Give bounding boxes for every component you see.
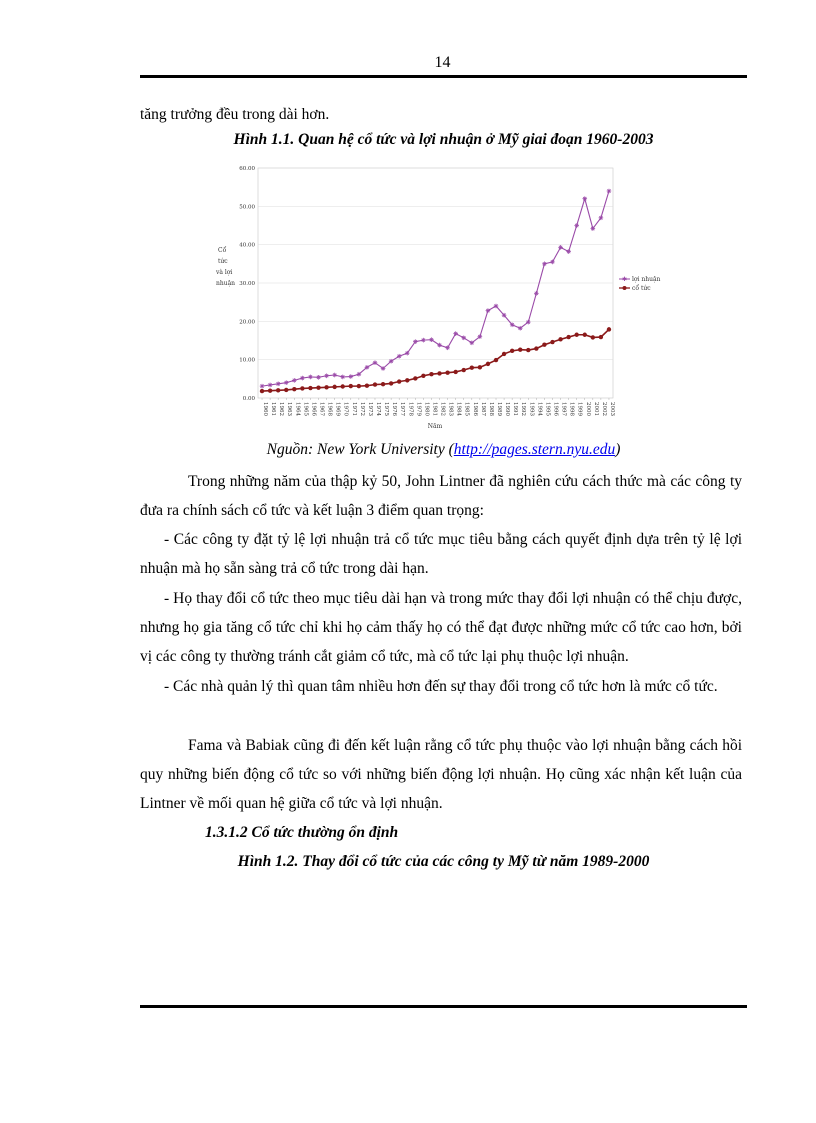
earnings-point [518, 326, 523, 331]
x-tick-label: 1969 [334, 402, 341, 416]
dividend-point [421, 374, 425, 378]
legend-star-icon: ✱ [621, 277, 628, 283]
x-tick-label: 1979 [415, 402, 422, 416]
dividend-point [494, 358, 498, 362]
y-tick-label: 30.00 [239, 281, 255, 287]
dividend-point [413, 376, 417, 380]
x-tick-label: 1985 [463, 402, 470, 416]
opening-line: tăng trưởng đều trong dài hơn. [140, 106, 330, 123]
x-tick-label: 1986 [471, 402, 478, 416]
dividend-point [453, 370, 457, 374]
dividend-point [534, 346, 538, 350]
legend-label-earnings: lợi nhuận [632, 276, 661, 283]
earnings-point [357, 372, 362, 377]
x-tick-label: 1974 [374, 402, 381, 416]
x-tick-label: 1963 [286, 402, 293, 416]
dividend-point [268, 389, 272, 393]
dividend-point [373, 382, 377, 386]
bullet-item-3: - Các nhà quản lý thì quan tâm nhiều hơn đến sự thay đổi trong cổ tức hơn là mức cổ tức. [164, 678, 718, 695]
y-axis-label-line-4: nhuận [216, 280, 236, 287]
source-suffix: ) [615, 441, 621, 458]
dividend-point [292, 387, 296, 391]
x-tick-label: 1983 [447, 402, 454, 416]
y-axis-label-line-1: Cổ [218, 247, 227, 254]
x-tick-label: 1994 [536, 402, 543, 416]
dividend-point [591, 335, 595, 339]
dividend-point [324, 385, 328, 389]
dividend-point [308, 386, 312, 390]
earnings-point [502, 313, 507, 318]
x-tick-label: 1966 [310, 402, 317, 416]
earnings-point [461, 336, 466, 341]
x-tick-label: 1989 [496, 402, 503, 416]
dividend-point [445, 371, 449, 375]
earnings-point [389, 359, 394, 364]
dividend-point [502, 352, 506, 356]
dividend-point [397, 379, 401, 383]
dividend-point [518, 348, 522, 352]
dividend-point [599, 335, 603, 339]
earnings-point [566, 249, 571, 254]
x-tick-label: 1968 [326, 402, 333, 416]
dividend-point [550, 340, 554, 344]
dividend-point [607, 327, 611, 331]
x-tick-label: 2003 [608, 402, 615, 416]
x-tick-label: 1976 [391, 402, 398, 416]
x-tick-label: 2001 [592, 402, 599, 416]
y-tick-label: 50.00 [239, 204, 255, 211]
x-tick-label: 1967 [318, 402, 325, 416]
earnings-point [308, 375, 313, 380]
dividend-point [405, 378, 409, 382]
figure1-caption: Hình 1.1. Quan hệ cổ tức và lợi nhuận ở Mỹ giai đoạn 1960-2003 [233, 131, 654, 148]
x-tick-label: 1964 [294, 402, 301, 416]
x-tick-label: 1972 [358, 402, 365, 416]
dividend-point [583, 333, 587, 337]
x-tick-label: 1982 [439, 402, 446, 416]
source-prefix: Nguồn: New York University ( [266, 441, 454, 458]
earnings-point [365, 365, 370, 370]
legend-label-dividends: cổ tức [632, 285, 651, 292]
y-axis-label-line-3: và lợi [216, 269, 233, 276]
dividend-point [341, 384, 345, 388]
paragraph-lintner: Trong những năm của thập kỷ 50, John Lintner đã nghiên cứu cách thức mà các công ty đưa ra chính sách cổ tức và kết luận 3 điểm quan trọng: [140, 473, 742, 519]
x-tick-label: 1960 [262, 402, 269, 416]
footer-rule [140, 1005, 747, 1008]
x-tick-label: 1996 [552, 402, 559, 416]
x-tick-label: 1970 [342, 402, 349, 416]
legend-circle-icon [623, 286, 627, 290]
x-tick-label: 1993 [528, 402, 535, 416]
earnings-point [478, 334, 483, 339]
x-tick-label: 1975 [383, 402, 390, 416]
x-tick-label: 1981 [431, 402, 438, 416]
dividend-point [349, 384, 353, 388]
dividend-point [300, 386, 304, 390]
bullet-item-1: - Các công ty đặt tỷ lệ lợi nhuận trả cổ tức mục tiêu bằng cách quyết định dựa trên tỷ lệ lợi nhuận mà họ sẵn sàng trả cổ tức trong dài hạn. [140, 531, 742, 577]
earnings-point [276, 382, 281, 387]
dividend-point [357, 384, 361, 388]
y-tick-label: 40.00 [239, 242, 255, 249]
earnings-point [324, 373, 329, 378]
earnings-point [494, 304, 499, 309]
x-tick-label: 2000 [584, 402, 591, 416]
dividend-point [558, 337, 562, 341]
x-tick-label: 1991 [512, 402, 519, 416]
dividend-point [389, 381, 393, 385]
y-tick-label: 20.00 [239, 319, 255, 326]
y-axis-label-line-2: tức [218, 258, 228, 265]
figure2-caption: Hình 1.2. Thay đổi cổ tức của các công ty Mỹ từ năm 1989-2000 [237, 853, 650, 870]
earnings-point [429, 337, 434, 342]
x-tick-label: 1984 [455, 402, 462, 416]
source-link[interactable]: http://pages.stern.nyu.edu [453, 441, 616, 458]
dividend-point [566, 335, 570, 339]
x-tick-label: 1978 [407, 402, 414, 416]
x-tick-label: 1997 [560, 402, 567, 416]
dividend-point [542, 343, 546, 347]
x-tick-label: 1971 [350, 402, 357, 416]
earnings-point [574, 223, 579, 228]
y-tick-label: 60.00 [239, 166, 255, 172]
header-rule [140, 75, 747, 78]
dividend-point [429, 372, 433, 376]
dividend-point [478, 365, 482, 369]
dividend-point [332, 385, 336, 389]
dividend-earnings-chart [214, 160, 674, 432]
dividend-point [365, 384, 369, 388]
x-tick-label: 1988 [487, 402, 494, 416]
x-tick-label: 1961 [270, 402, 277, 416]
x-tick-label: 1998 [568, 402, 575, 416]
dividend-point [437, 371, 441, 375]
dividend-point [526, 348, 530, 352]
dividend-point [510, 349, 514, 353]
earnings-point [300, 376, 305, 381]
x-axis-label: Năm [427, 423, 443, 430]
earnings-point [397, 354, 402, 359]
y-tick-label: 10.00 [239, 357, 255, 364]
dividend-point [316, 385, 320, 389]
x-tick-label: 1995 [544, 402, 551, 416]
dividend-point [276, 388, 280, 392]
section-heading: 1.3.1.2 Cổ tức thường ổn định [205, 824, 399, 841]
x-tick-label: 1977 [399, 402, 406, 416]
dividend-point [462, 368, 466, 372]
dividend-point [284, 388, 288, 392]
bullet-item-2: - Họ thay đổi cổ tức theo mục tiêu dài hạn và trong mức thay đổi lợi nhuận có thể chịu được, nhưng họ gia tăng cổ tức chỉ khi họ cảm thấy họ có thể đạt được những mức cổ tức cao hơn, bởi vị các công ty thường tránh cắt giảm cổ tức, mà cổ tức lại phụ thuộc lợi nhuận. [140, 590, 742, 665]
x-tick-label: 1987 [479, 402, 486, 416]
earnings-point [445, 345, 450, 350]
dividend-point [381, 382, 385, 386]
earnings-point [373, 360, 378, 365]
earnings-point [332, 373, 337, 378]
earnings-point [470, 341, 475, 346]
x-tick-label: 1999 [576, 402, 583, 416]
x-tick-label: 1992 [520, 402, 527, 416]
earnings-point [381, 366, 386, 371]
x-tick-label: 1980 [423, 402, 430, 416]
earnings-point [558, 245, 563, 250]
x-tick-label: 1973 [366, 402, 373, 416]
page-number: 14 [434, 54, 451, 71]
paragraph-fama-babiak: Fama và Babiak cũng đi đến kết luận rằng cổ tức phụ thuộc vào lợi nhuận bằng cách hồi quy những biến động cổ tức so với những biến động lợi nhuận. Họ cũng xác nhận kết luận của Lintner về mối quan hệ giữa cổ tức và lợi nhuận. [140, 737, 742, 812]
x-tick-label: 1965 [302, 402, 309, 416]
earnings-point [607, 189, 612, 194]
dividend-point [486, 362, 490, 366]
figure1-source [140, 441, 747, 459]
dividend-point [470, 366, 474, 370]
x-tick-label: 2002 [600, 402, 607, 416]
x-tick-label: 1990 [504, 402, 511, 416]
y-tick-label: 0.00 [242, 396, 255, 402]
dividend-point [260, 389, 264, 393]
x-tick-label: 1962 [278, 402, 285, 416]
dividend-point [574, 333, 578, 337]
earnings-point [591, 226, 596, 231]
